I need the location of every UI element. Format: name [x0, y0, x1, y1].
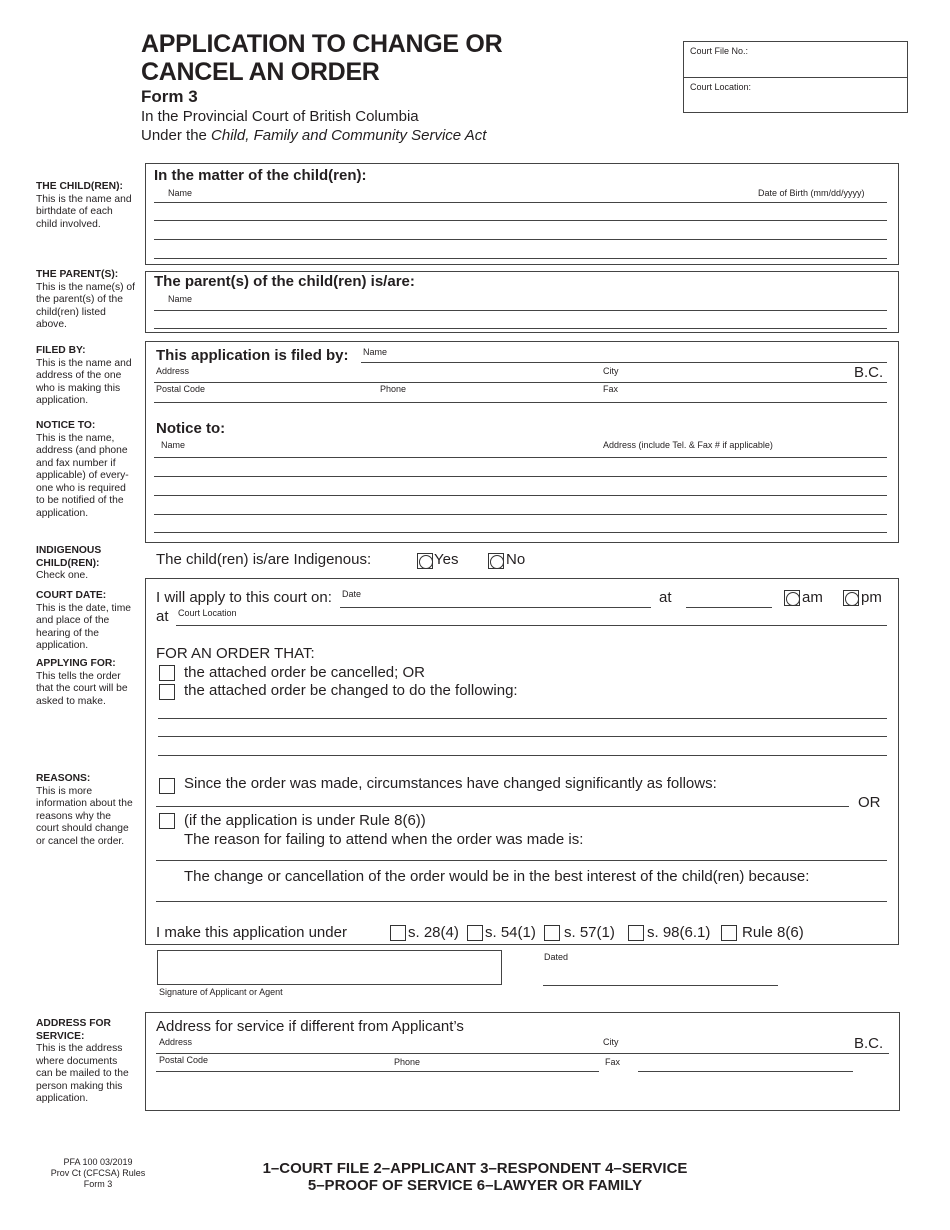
service-section: [145, 1012, 900, 1111]
indigenous-yes-radio[interactable]: [417, 553, 433, 569]
service-fax-label: Fax: [605, 1057, 621, 1067]
section-checkbox-54-1[interactable]: [467, 925, 483, 941]
notice-name-label: Name: [161, 440, 186, 450]
child-line-2[interactable]: [154, 220, 887, 221]
copies-line-1: 1–COURT FILE 2–APPLICANT 3–RESPONDENT 4–SERVICE: [262, 1160, 688, 1177]
form-code-line-3: Form 3: [83, 1179, 113, 1189]
reason-changed-checkbox[interactable]: [159, 778, 175, 794]
dated-label: Dated: [544, 952, 569, 962]
side-text: This is the date, time and place of the hearing of the application.: [36, 602, 131, 651]
filed-heading: This application is filed by:: [156, 347, 349, 364]
parent-name-label: Name: [168, 294, 193, 304]
side-note-notice: [36, 420, 136, 520]
side-head: INDIGENOUS CHILD(REN):: [36, 545, 102, 569]
filed-city-label: City: [603, 366, 619, 376]
notice-heading: Notice to:: [156, 420, 226, 437]
section-checkbox-98-6-1[interactable]: [628, 925, 644, 941]
apply-text: I will apply to this court on:: [156, 589, 332, 606]
court-location-line[interactable]: [176, 625, 887, 626]
section-label-28-4: s. 28(4): [408, 924, 459, 941]
side-text: This is more information about the reasons why the court should change or cancel the order.: [36, 785, 133, 847]
child-line-4[interactable]: [154, 258, 887, 259]
application-section: [145, 578, 899, 945]
order-change-checkbox[interactable]: [159, 684, 175, 700]
filed-name-label: Name: [363, 347, 388, 357]
form-code-line-1: PFA 100 03/2019: [63, 1157, 133, 1167]
side-note-service: [36, 1018, 136, 1106]
side-note-applying: [36, 658, 136, 708]
pm-label: pm: [861, 589, 882, 606]
order-cancel-checkbox[interactable]: [159, 665, 175, 681]
best-interest-label: The change or cancellation of the order would be in the best interest of the child(ren) because:: [184, 868, 810, 885]
filed-postal-line[interactable]: [154, 402, 887, 403]
side-head: THE CHILD(REN):: [36, 181, 123, 192]
filed-address-label: Address: [156, 366, 190, 376]
side-text: This is the name and birthdate of each child involved.: [36, 193, 132, 230]
child-heading: In the matter of the child(ren):: [154, 167, 367, 184]
child-line-3[interactable]: [154, 239, 887, 240]
service-heading: Address for service if different from Applicant’s: [156, 1018, 464, 1035]
service-address-line[interactable]: [156, 1053, 889, 1054]
at-label: at: [659, 589, 672, 606]
reason-rule86-checkbox[interactable]: [159, 813, 175, 829]
order-line-3[interactable]: [158, 755, 887, 756]
indigenous-no-label: No: [506, 551, 526, 568]
service-phone-label: Phone: [394, 1057, 421, 1067]
act-name: Child, Family and Community Service Act: [211, 127, 487, 144]
order-line-2[interactable]: [158, 736, 887, 737]
section-checkbox-57-1[interactable]: [544, 925, 560, 941]
order-cancel-label: the attached order be cancelled; OR: [184, 664, 425, 681]
filed-fax-label: Fax: [603, 384, 619, 394]
section-label-54-1: s. 54(1): [485, 924, 536, 941]
reason-or: OR: [858, 794, 881, 811]
date-label: Date: [342, 589, 362, 599]
child-section: [145, 163, 899, 265]
notice-line-5[interactable]: [154, 532, 887, 533]
indigenous-no-radio[interactable]: [488, 553, 504, 569]
am-radio[interactable]: [784, 590, 800, 606]
parent-heading: The parent(s) of the child(ren) is/are:: [154, 273, 415, 290]
side-head: FILED BY:: [36, 345, 86, 356]
title-line-1: APPLICATION TO CHANGE OR: [141, 30, 503, 58]
date-line[interactable]: [340, 607, 651, 608]
service-address-label: Address: [159, 1037, 193, 1047]
at-location-label: at: [156, 608, 169, 625]
notice-line-3[interactable]: [154, 495, 887, 496]
side-note-court-date: [36, 590, 136, 653]
filed-province: B.C.: [854, 364, 884, 381]
side-head: COURT DATE:: [36, 590, 107, 601]
indigenous-question: The child(ren) is/are Indigenous:: [156, 551, 372, 568]
best-interest-line[interactable]: [156, 901, 887, 902]
filed-notice-section: [145, 341, 899, 543]
form-title: [141, 30, 502, 86]
side-head: NOTICE TO:: [36, 420, 96, 431]
section-checkbox-rule-8-6[interactable]: [721, 925, 737, 941]
reason-changed-line[interactable]: [156, 806, 849, 807]
side-note-parent: [36, 269, 136, 332]
section-label-98-6-1: s. 98(6.1): [647, 924, 711, 941]
parent-section: [145, 271, 899, 333]
child-line-1[interactable]: [154, 202, 887, 203]
copies-line-2: 5–PROOF OF SERVICE 6–LAWYER OR FAMILY: [307, 1177, 643, 1194]
title-line-2: CANCEL AN ORDER: [141, 58, 380, 86]
service-phone-line[interactable]: [156, 1071, 599, 1072]
child-dob-label: Date of Birth (mm/dd/yyyy): [758, 188, 865, 198]
side-head: APPLYING FOR:: [36, 658, 116, 669]
side-text: This is the address where documents can be mailed to the person making this application.: [36, 1043, 129, 1104]
child-name-label: Name: [168, 188, 193, 198]
side-note-reasons: [36, 773, 136, 848]
service-fax-line[interactable]: [638, 1071, 853, 1072]
service-city-label: City: [603, 1037, 619, 1047]
notice-address-label: Address (include Tel. & Fax # if applicable): [603, 440, 773, 450]
form-number: Form 3: [141, 87, 198, 106]
sections-intro: I make this application under: [156, 924, 347, 941]
court-file-field[interactable]: [684, 42, 907, 78]
side-head: REASONS:: [36, 773, 91, 784]
parent-line-2[interactable]: [154, 328, 887, 329]
reason-rule86-line2: The reason for failing to attend when the order was made is:: [184, 831, 584, 848]
filed-postal-label: Postal Code: [156, 384, 206, 394]
filed-name-line[interactable]: [361, 362, 887, 363]
service-postal-label: Postal Code: [159, 1055, 209, 1065]
section-label-57-1: s. 57(1): [564, 924, 615, 941]
order-change-label: the attached order be changed to do the following:: [184, 682, 518, 699]
court-location-label-2: Court Location: [178, 608, 237, 618]
order-line-1[interactable]: [158, 718, 887, 719]
indigenous-yes-label: Yes: [434, 551, 459, 568]
side-note-indigenous: [36, 545, 136, 583]
signature-label: Signature of Applicant or Agent: [159, 987, 283, 997]
court-file-label: Court File No.:: [690, 46, 749, 56]
act-line: [141, 126, 486, 145]
side-note-child: [36, 181, 136, 231]
under-prefix: Under the: [141, 127, 212, 144]
filed-address-line[interactable]: [154, 382, 887, 383]
form-subtitle: [141, 107, 486, 145]
signature-box[interactable]: [157, 950, 502, 985]
form-code-line-2: Prov Ct (CFCSA) Rules: [50, 1168, 146, 1178]
pm-radio[interactable]: [843, 590, 859, 606]
side-text: This is the name, address (and phone and fax number if applicable) of every-one who is required to be notified of the application.: [36, 432, 129, 519]
am-label: am: [802, 589, 823, 606]
section-label-rule-8-6: Rule 8(6): [742, 924, 804, 941]
side-text: This is the name and address of the one who is making this application.: [36, 357, 132, 406]
reason-changed-label: Since the order was made, circumstances have changed significantly as follows:: [184, 775, 717, 792]
side-head: ADDRESS FOR SERVICE:: [36, 1018, 111, 1042]
side-head: THE PARENT(S):: [36, 269, 119, 280]
side-text: This is the name(s) of the parent(s) of the child(ren) listed above.: [36, 281, 135, 330]
service-province: B.C.: [854, 1035, 884, 1052]
notice-line-4[interactable]: [154, 514, 887, 515]
parent-line-1[interactable]: [154, 310, 887, 311]
side-note-filed: [36, 345, 136, 408]
time-line[interactable]: [686, 607, 772, 608]
court-location-field[interactable]: [684, 77, 907, 113]
dated-line[interactable]: [543, 985, 778, 986]
notice-line-1[interactable]: [154, 457, 887, 458]
notice-line-2[interactable]: [154, 476, 887, 477]
reason-rule86-line1: (if the application is under Rule 8(6)): [184, 812, 426, 829]
copy-distribution: [0, 1160, 950, 1194]
filed-phone-label: Phone: [380, 384, 407, 394]
side-text: This tells the order that the court will be asked to make.: [36, 670, 128, 707]
court-location-label: Court Location:: [690, 82, 752, 92]
order-heading: FOR AN ORDER THAT:: [156, 645, 315, 662]
court-name: In the Provincial Court of British Columbia: [141, 108, 419, 125]
court-info-box: [683, 41, 908, 113]
reason-rule86-answer-line[interactable]: [156, 860, 887, 861]
section-checkbox-28-4[interactable]: [390, 925, 406, 941]
side-text: Check one.: [36, 570, 89, 581]
